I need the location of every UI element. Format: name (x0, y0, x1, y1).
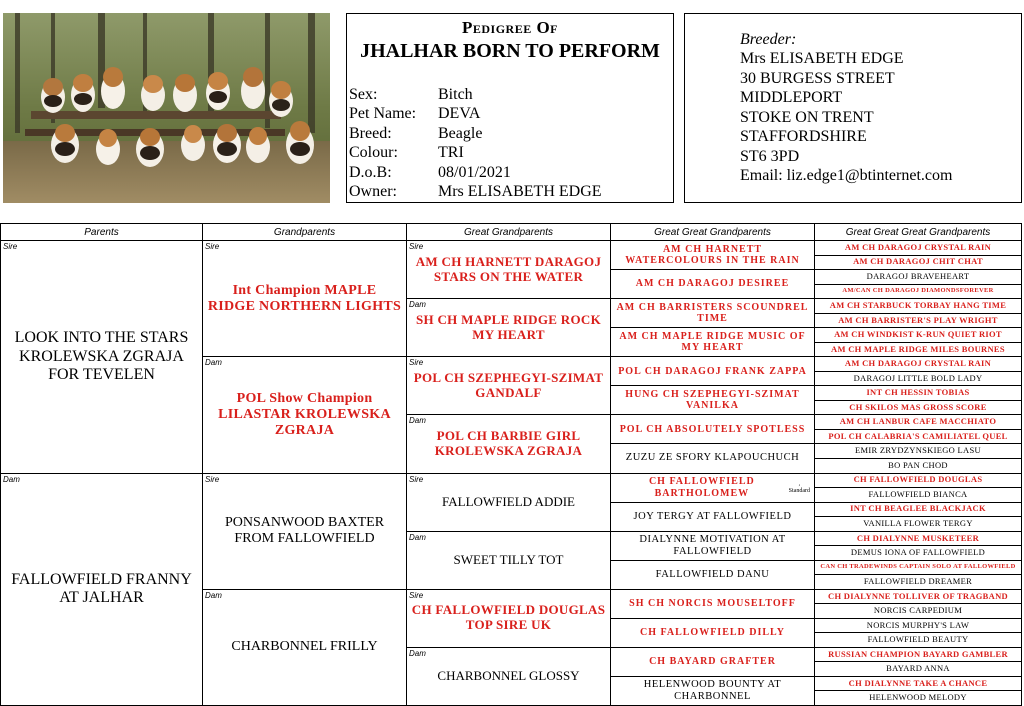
dam-label: Dam (409, 416, 426, 426)
column-header: Great Grandparents (407, 224, 611, 241)
dog-name-text: NORCIS CARPEDIUM (873, 605, 963, 616)
dog-name-entry (611, 444, 814, 472)
dog-name-text: CH SKILOS MAS GROSS SCORE (849, 401, 987, 412)
breeder-address-line: Mrs ELISABETH EDGE (740, 50, 904, 67)
dog-name-text: ZUZU ZE SFORY KLAPOUCHUCH (625, 452, 800, 464)
dog-name-entry (611, 328, 814, 356)
dog-name-text: CH FALLOWFIELD DOUGLAS (853, 474, 983, 485)
dog-name-entry (815, 604, 1021, 618)
dog-name-entry (815, 430, 1021, 444)
sire-label: Sire (409, 590, 424, 600)
pedigree-cell (815, 270, 1022, 285)
dog-name-entry (611, 357, 814, 385)
dog-name-text: CAN CH TRADEWINDS CAPTAIN SOLO AT FALLOWFIELD (820, 563, 1016, 571)
dog-name: JHALHAR BORN TO PERFORM (360, 40, 660, 62)
dog-name-entry (611, 241, 814, 269)
pedigree-cell (407, 415, 611, 473)
pedigree-table (0, 223, 1022, 706)
dog-name-entry (1, 474, 202, 706)
detail-label: Breed: (349, 124, 392, 142)
dog-name-text: POL CH SZEPHEGYI-SZIMAT GANDALF (413, 369, 604, 400)
dog-name-entry (815, 372, 1021, 386)
dog-name-entry (611, 270, 814, 298)
dog-name-text: AM CH BARRISTERS SCOUNDREL TIME (616, 301, 809, 325)
dog-name-entry (407, 474, 610, 531)
pedigree-cell (815, 299, 1022, 314)
dog-name-text: FALLOWFIELD ADDIE (442, 493, 575, 509)
detail-value: DEVA (438, 105, 481, 123)
dog-details-box (346, 13, 674, 203)
dog-name-entry (407, 415, 610, 472)
dog-name-text: INT CH HESSIN TOBIAS (866, 387, 970, 398)
dam-label: Dam (409, 300, 426, 310)
breeder-address-line: MIDDLEPORT (740, 89, 843, 106)
dog-name-text: POL CH BARBIE GIRL KROLEWSKA ZGRAJA (434, 428, 583, 458)
dog-name-text: AM CH BARRISTER'S PLAY WRIGHT (838, 314, 998, 325)
pedigree-cell (815, 633, 1022, 648)
pedigree-cell (611, 270, 815, 299)
dog-name-text: FALLOWFIELD DREAMER (863, 576, 973, 587)
detail-value: Mrs ELISABETH EDGE (438, 183, 602, 200)
detail-label: Owner: (349, 183, 397, 200)
dog-name-text: CH DIALYNNE TOLLIVER OF TRAGBAND (828, 590, 1008, 601)
breeder-address-line: 30 BURGESS STREET (740, 69, 895, 87)
pedigree-cell (611, 444, 815, 473)
dog-name-text: SH CH MAPLE RIDGE ROCK MY HEART (415, 311, 601, 342)
pedigree-cell (815, 648, 1022, 663)
pedigree-cell (815, 532, 1022, 547)
detail-value: Beagle (438, 124, 483, 142)
dog-name-text: BAYARD ANNA (886, 663, 950, 674)
detail-label: D.o.B: (349, 163, 392, 181)
dog-name-text: DARAGOJ LITTLE BOLD LADY (853, 372, 983, 383)
pedigree-cell (611, 561, 815, 590)
dog-name-entry (815, 546, 1021, 560)
dog-name-entry (815, 270, 1021, 284)
dog-name-text: DIALYNNE MOTIVATION AT FALLOWFIELD (639, 533, 786, 557)
pedigree-of-heading: Pedigree Of (461, 18, 559, 37)
dog-name-text: POL CH ABSOLUTELY SPOTLESS (619, 423, 806, 435)
pedigree-cell (203, 241, 407, 357)
dog-name-entry (815, 532, 1021, 546)
dog-name-text: CH BAYARD GRAFTER (649, 656, 776, 668)
dog-name-text: FALLOWFIELD DANU (655, 568, 770, 580)
dog-name-entry (815, 575, 1021, 589)
pedigree-cell (815, 474, 1022, 489)
dog-name-text: AM CH DARAGOJ CRYSTAL RAIN (844, 241, 992, 252)
pedigree-cell (407, 357, 611, 415)
dog-name-text: CH DIALYNNE MUSKETEER (856, 532, 980, 543)
dog-name-entry (1, 241, 202, 473)
dog-name-text: AM/CAN CH DARAGOJ DIAMONDSFOREVER (842, 287, 994, 295)
dog-name-entry (815, 459, 1021, 473)
dog-name-entry (203, 241, 406, 356)
dog-name-text: AM CH DARAGOJ CHIT CHAT (853, 256, 983, 267)
dog-name-entry (815, 415, 1021, 429)
dog-name-entry (815, 328, 1021, 342)
pedigree-cell (815, 328, 1022, 343)
dog-name-entry (815, 386, 1021, 400)
dog-name-entry (815, 503, 1021, 517)
pedigree-cell (203, 357, 407, 473)
pedigree-cell (815, 619, 1022, 634)
pedigree-cell (407, 474, 611, 532)
dog-name-text: AM CH WINDKIST K-RUN QUIET RIOT (834, 329, 1002, 340)
dog-name-text: VANILLA FLOWER TERGY (863, 517, 973, 528)
breeder-address-line: STOKE ON TRENT (740, 108, 874, 126)
pedigree-cell (611, 677, 815, 706)
dog-name-text: PONSANWOOD BAXTER FROM FALLOWFIELD (224, 515, 385, 547)
dog-name-entry (815, 590, 1021, 604)
dam-label: Dam (205, 358, 222, 368)
pedigree-cell (815, 488, 1022, 503)
pedigree-cell (815, 241, 1022, 256)
dog-name-entry (407, 590, 610, 647)
dog-name-entry (815, 299, 1021, 313)
pedigree-cell (611, 415, 815, 444)
pedigree-cell (815, 677, 1022, 692)
pedigree-cell (611, 299, 815, 328)
sire-label: Sire (205, 242, 220, 251)
dog-name-text: FALLOWFIELD BIANCA (868, 488, 968, 499)
dog-name-entry (815, 357, 1021, 371)
breeder-box (684, 13, 1022, 203)
pedigree-cell (815, 415, 1022, 430)
dog-name-entry (611, 299, 814, 327)
pedigree-cell (611, 532, 815, 561)
pedigree-cell (815, 357, 1022, 372)
sire-label: Sire (3, 242, 18, 251)
dog-name-entry (815, 488, 1021, 502)
dog-name-text: CH FALLOWFIELD DOUGLAS TOP SIRE UK (411, 602, 606, 633)
dog-name-text: AM CH DARAGOJ DESIREE (635, 278, 790, 290)
dog-name-entry (611, 415, 814, 443)
detail-value: TRI (438, 144, 464, 162)
dog-name-entry (407, 357, 610, 414)
pedigree-cell (815, 386, 1022, 401)
pedigree-cell (1, 474, 203, 706)
breeder-heading: Breeder: (740, 31, 797, 48)
pedigree-cell (815, 256, 1022, 271)
dog-name-entry (611, 619, 814, 647)
dog-name-entry (815, 256, 1021, 270)
pedigree-cell (815, 459, 1022, 474)
pedigree-cell (815, 691, 1022, 706)
dog-name-entry (815, 241, 1021, 255)
detail-value: 08/01/2021 (438, 163, 511, 181)
dog-name-text: FALLOWFIELD FRANNY AT JALHAR (11, 570, 192, 607)
dog-name-text: HELENWOOD BOUNTY AT CHARBONNEL (643, 678, 782, 702)
dog-name-text: POL Show Champion LILASTAR KROLEWSKA ZGRAJA (218, 390, 391, 438)
dog-name-text: HELENWOOD MELODY (869, 692, 967, 703)
dog-name-entry (815, 444, 1021, 458)
dog-name-text: CH FALLOWFIELD BARTHOLOMEW (648, 476, 755, 499)
pedigree-cell (611, 357, 815, 386)
pedigree-cell (407, 590, 611, 648)
pedigree-cell (815, 401, 1022, 416)
dog-name-entry (203, 474, 406, 589)
dog-name-text: POL CH DARAGOJ FRANK ZAPPA (618, 365, 807, 377)
pedigree-cell (203, 474, 407, 590)
beagle-group-photo (3, 13, 330, 203)
dog-name-entry (407, 532, 610, 589)
pedigree-cell (611, 503, 815, 532)
dog-name-text: CH DIALYNNE TAKE A CHANCE (848, 677, 988, 688)
dog-name-text: SWEET TILLY TOT (453, 551, 564, 567)
dog-name-text: CHARBONNEL GLOSSY (437, 667, 580, 683)
dog-name-text: EMIR ZRYDZYNSKIEGO LASU (855, 445, 981, 456)
pedigree-cell (815, 430, 1022, 445)
dog-name-text: CHARBONNEL FRILLY (231, 639, 378, 655)
dog-name-entry (611, 532, 814, 560)
dog-name-text: AM CH MAPLE RIDGE MILES BOURNES (831, 343, 1005, 354)
dog-name-entry (815, 619, 1021, 633)
dam-label: Dam (3, 474, 20, 484)
dog-name-text: JOY TERGY AT FALLOWFIELD (633, 510, 792, 522)
pedigree-cell (815, 590, 1022, 605)
sire-label: Sire (409, 358, 424, 368)
column-header: Parents (1, 224, 203, 241)
pedigree-cell (407, 241, 611, 299)
sire-label: Sire (205, 474, 220, 484)
dog-name-text: AM CH STARBUCK TORBAY HANG TIME (829, 300, 1007, 310)
dog-name-text: Int Champion MAPLE RIDGE NORTHERN LIGHTS (207, 282, 402, 314)
pedigree-cell (815, 575, 1022, 590)
pedigree-cell (1, 241, 203, 474)
pedigree-cell (815, 662, 1022, 677)
dog-name-entry (815, 691, 1021, 705)
pedigree-cell (611, 648, 815, 677)
pedigree-cell (611, 241, 815, 270)
dog-name-text: AM CH HARNETT DARAGOJ STARS ON THE WATER (415, 253, 602, 284)
pedigree-cell (611, 474, 815, 503)
dog-name-entry (815, 633, 1021, 647)
pedigree-cell (407, 648, 611, 706)
pedigree-cell (815, 517, 1022, 532)
pedigree-cell (203, 590, 407, 706)
dog-name-entry (611, 561, 814, 589)
pedigree-cell (815, 314, 1022, 329)
dog-name-text: POL CH CALABRIA'S CAMILIATEL QUEL (828, 430, 1008, 441)
dam-label: Dam (409, 648, 426, 658)
dog-name-entry (815, 401, 1021, 415)
dog-name-entry (815, 561, 1021, 575)
dog-name-entry (203, 590, 406, 705)
pedigree-cell (815, 561, 1022, 576)
dog-name-entry (815, 677, 1021, 691)
dog-name-text: FALLOWFIELD BEAUTY (867, 634, 969, 645)
pedigree-cell (611, 386, 815, 415)
breeder-address-line: ST6 3PD (740, 147, 800, 165)
dam-label: Dam (409, 532, 426, 542)
dog-name-text: BO PAN CHOD (888, 459, 948, 470)
breeder-address-line: STAFFORDSHIRE (740, 128, 867, 145)
sire-label: Sire (409, 242, 424, 251)
dog-name-entry (815, 343, 1021, 357)
dog-name-entry (815, 314, 1021, 328)
dog-name-entry (611, 386, 814, 414)
pedigree-cell (407, 532, 611, 590)
dog-name-text: LOOK INTO THE STARS KROLEWSKA ZGRAJA FOR TEVELEN (14, 329, 189, 383)
pedigree-cell (815, 546, 1022, 561)
pedigree-cell (815, 372, 1022, 387)
dog-name-entry (407, 241, 610, 298)
dog-name-entry (815, 662, 1021, 676)
dog-name-entry (815, 517, 1021, 531)
pedigree-cell (407, 299, 611, 357)
dog-name-entry (611, 474, 814, 502)
dog-name-entry (815, 474, 1021, 488)
dog-name-entry (611, 648, 814, 676)
dog-name-entry (407, 299, 610, 356)
column-header: Grandparents (203, 224, 407, 241)
dog-name-text: AM CH HARNETT WATERCOLOURS IN THE RAIN (625, 243, 800, 267)
pedigree-cell (815, 285, 1022, 300)
pedigree-cell (815, 503, 1022, 518)
breeder-email: Email: liz.edge1@btinternet.com (740, 167, 953, 184)
dog-name-text: AM CH DARAGOJ CRYSTAL RAIN (844, 358, 992, 369)
dog-name-entry (815, 648, 1021, 662)
detail-label: Sex: (349, 86, 378, 103)
dog-name-text: RUSSIAN CHAMPION BAYARD GAMBLER (828, 648, 1008, 659)
detail-value: Bitch (438, 86, 473, 103)
dog-name-entry (611, 590, 814, 618)
dog-name-text: AM CH LANBUR CAFE MACCHIATO (839, 416, 997, 427)
dog-name-entry (203, 357, 406, 472)
dam-label: Dam (205, 590, 222, 600)
dog-name-text: AM CH MAPLE RIDGE MUSIC OF MY HEART (619, 330, 806, 354)
pedigree-cell (611, 328, 815, 357)
dog-name-entry (611, 503, 814, 531)
pedigree-cell (611, 590, 815, 619)
column-header: Great Great Grandparents (611, 224, 815, 241)
dog-name-text: DARAGOJ BRAVEHEART (866, 270, 970, 281)
dog-name-entry (611, 677, 814, 705)
sire-label: Sire (409, 474, 424, 484)
dog-name-text: DEMUS IONA OF FALLOWFIELD (850, 547, 986, 558)
dog-name-text: HUNG CH SZEPHEGYI-SZIMAT VANILKA (625, 388, 800, 412)
dog-name-text: NORCIS MURPHY'S LAW (866, 619, 970, 630)
dog-name-entry (407, 648, 610, 705)
pedigree-cell (815, 444, 1022, 459)
detail-label: Colour: (349, 144, 398, 162)
pedigree-cell (815, 604, 1022, 619)
column-header: Great Great Great Grandparents (815, 224, 1022, 241)
pedigree-cell (611, 619, 815, 648)
dog-name-text: SH CH NORCIS MOUSELTOFF (629, 598, 796, 610)
dog-name-entry (815, 285, 1021, 299)
dog-name-text: CH FALLOWFIELD DILLY (639, 627, 786, 639)
dog-name-text: INT CH BEAGLEE BLACKJACK (850, 503, 986, 514)
dog-note: , Standard (788, 480, 810, 494)
detail-label: Pet Name: (349, 105, 417, 123)
pedigree-cell (815, 343, 1022, 358)
